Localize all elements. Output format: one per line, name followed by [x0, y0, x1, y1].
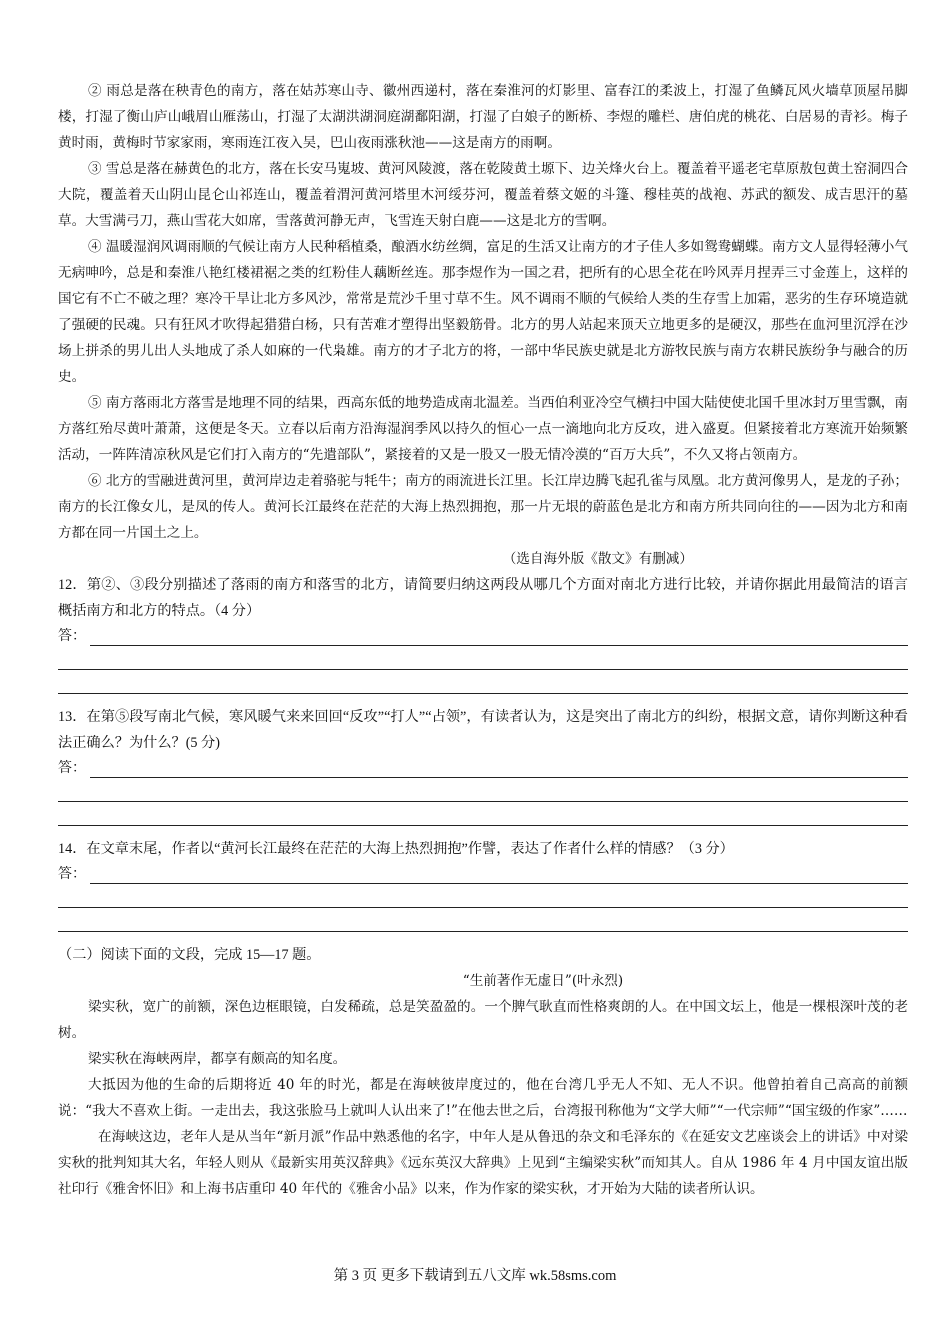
- answer-line: [90, 870, 908, 884]
- paragraph-6: ⑥ 北方的雪融进黄河里，黄河岸边走着骆驼与牦牛；南方的雨流进长江里。长江岸边腾飞起孔雀与凤凰。北方黄河像男人，是龙的子孙；南方的长江像女儿，是凤的传人。黄河长江最终在茫茫的大海上热烈拥抱，那一片无垠的蔚蓝色是北方和南方所共同向往的——因为北方和南方都在同一片国土之上。: [58, 473, 908, 541]
- answer-line: [90, 764, 908, 778]
- answer-line: [58, 800, 908, 802]
- answer-field-12[interactable]: [58, 626, 908, 646]
- article-title: “生前著作无虚日”(叶永烈): [462, 973, 624, 989]
- paragraph-2: ② 雨总是落在秧青色的南方，落在姑苏寒山寺、徽州西递村，落在秦淮河的灯影里、富春江的柔波上，打湿了鱼鳞瓦风火墙草顶屋吊脚楼，打湿了衡山庐山峨眉山雁荡山，打湿了太湖洪湖洞庭湖鄱阳湖，打湿了白娘子的断桥、李煜的雕栏、唐伯虎的桃花、白居易的青衫。梅子黄时雨，黄梅时节家家雨，寒雨连江夜入吴，巴山夜雨涨秋池——这是南方的雨啊。: [58, 83, 908, 151]
- question-14: 14．在文章末尾，作者以“黄河长江最终在茫茫的大海上热烈拥抱”作譬，表达了作者什么样的情感？（3 分）: [58, 841, 734, 857]
- answer-label: 答：: [58, 628, 86, 644]
- paragraph-4: ④ 温暖湿润风调雨顺的气候让南方人民种稻植桑，酿酒水纺丝绸，富足的生活又让南方的才子佳人多如鸳鸯蝴蝶。南方文人显得轻薄小气无病呻吟，总是和秦淮八艳红楼裙裾之类的红粉佳人藕断丝连。那李煜作为一国之君，把所有的心思全花在吟风弄月捏弄三寸金莲上，这样的国它有不亡不破之理？寒冷干旱让北方多风沙，常常是荒沙千里寸草不生。风不调雨不顺的气候给人类的生存雪上加霜，恶劣的生存环境造就了强硬的民魂。只有狂风才吹得起猎猎白杨，只有苦难才塑得出坚毅筋骨。北方的男人站起来顶天立地更多的是硬汉，那些在血河里沉浮在沙场上拼杀的男儿出人头地成了杀人如麻的一代枭雄。南方的才子北方的将，一部中华民族史就是北方游牧民族与南方农耕民族纷争与融合的历史。: [58, 239, 908, 385]
- answer-line: [58, 906, 908, 908]
- question-12: 12．第②、③段分别描述了落雨的南方和落雪的北方，请简要归纳这两段从哪几个方面对南北方进行比较，并请你据此用最简洁的语言概括南方和北方的特点。（4 分）: [58, 577, 908, 619]
- source-note: （选自海外版《散文》有删减）: [502, 551, 693, 567]
- document-page: [58, 78, 908, 1202]
- article-paragraph-4: 在海峡这边，老年人是从当年“新月派”作品中熟悉他的名字，中年人是从鲁迅的杂文和毛泽东的《在延安文艺座谈会上的讲话》中对梁实秋的批判知其大名，年轻人则从《最新实用英汉辞典》《远东英汉大辞典》上见到“主编梁实秋”而知其人。自从 1986 年 4 月中国友谊出版社印行《雅舍怀旧》和上海书店重印 40 年代的《雅舍小品》以来，作为作家的梁实秋，才开始为大陆的读者所认识。: [58, 1129, 908, 1197]
- answer-field-14[interactable]: [58, 864, 908, 884]
- answer-line: [58, 668, 908, 670]
- answer-label: 答：: [58, 760, 86, 776]
- paragraph-5: ⑤ 南方落雨北方落雪是地理不同的结果，西高东低的地势造成南北温差。当西伯利亚冷空气横扫中国大陆使使北国千里冰封万里雪飘，南方落红殆尽黄叶萧萧，这便是冬天。立春以后南方沿海湿润季风以持久的恒心一点一滴地向北方反攻，进入盛夏。但紧接着北方寒流开始频繁活动，一阵阵清凉秋风是它们打入南方的“先遣部队”，紧接着的又是一股又一股无情冷漠的“百万大兵”，不久又将占领南方。: [58, 395, 908, 463]
- paragraph-3: ③ 雪总是落在赫黄色的北方，落在长安马嵬坡、黄河风陵渡，落在乾陵黄土塬下、边关烽火台上。覆盖着平遥老宅草原敖包黄土窑洞四合大院，覆盖着天山阴山昆仑山祁连山，覆盖着渭河黄河塔里木河绥芬河，覆盖着蔡文姬的斗篷、穆桂英的战袍、苏武的额发、成吉思汗的墓草。大雪满弓刀，燕山雪花大如席，雪落黄河静无声，飞雪连天射白鹿——这是北方的雪啊。: [58, 161, 908, 229]
- answer-label: 答：: [58, 866, 86, 882]
- answer-field-13[interactable]: [58, 758, 908, 778]
- section-2-heading: （二）阅读下面的文段，完成 15—17 题。: [58, 947, 321, 963]
- answer-line: [90, 632, 908, 646]
- article-paragraph-2: 梁实秋在海峡两岸，都享有颇高的知名度。: [88, 1051, 347, 1067]
- page-footer: 第 3 页 更多下载请到五八文库 wk.58sms.com: [333, 1268, 617, 1284]
- article-paragraph-1: 梁实秋，宽广的前额，深色边框眼镜，白发稀疏，总是笑盈盈的。一个脾气耿直而性格爽朗的人。在中国文坛上，他是一棵根深叶茂的老树。: [58, 999, 908, 1041]
- question-13: 13．在第⑤段写南北气候，寒风暖气来来回回“反攻”“打人”“占领”，有读者认为，这是突出了南北方的纠纷，根据文意，请你判断这种看法正确么？为什么？(5 分): [58, 709, 908, 751]
- article-paragraph-3: 大抵因为他的生命的后期将近 40 年的时光，都是在海峡彼岸度过的，他在台湾几乎无人不知、无人不识。他曾拍着自己高高的前额说：“我大不喜欢上街。一走出去，我这张脸马上就叫人认出来了!”在他去世之后，台湾报刊称他为“文学大师”“一代宗师”“国宝级的作家”……: [58, 1077, 908, 1119]
